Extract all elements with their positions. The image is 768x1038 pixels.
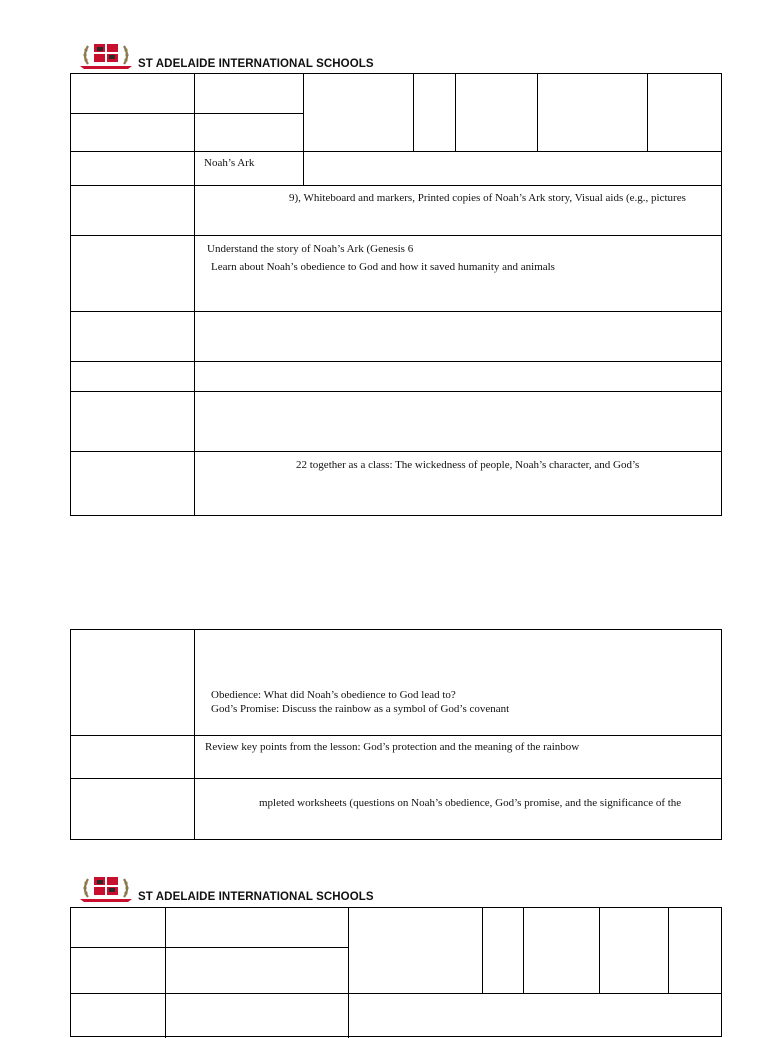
assessment-text: mpleted worksheets (questions on Noah’s obedience, God’s promise, and the significance of the — [259, 797, 682, 809]
school-name: ST ADELAIDE INTERNATIONAL SCHOOLS — [138, 891, 374, 903]
school-header — [78, 40, 378, 72]
school-crest-logo — [78, 873, 134, 903]
question-2-text: God’s Promise: Discuss the rainbow as a symbol of God’s covenant — [211, 703, 510, 715]
lesson-plan-table-page-2 — [70, 907, 722, 1037]
school-name: ST ADELAIDE INTERNATIONAL SCHOOLS — [138, 58, 374, 70]
school-crest-logo — [78, 40, 134, 70]
objective-2-text: Learn about Noah’s obedience to God and how it saved humanity and animals — [211, 261, 555, 273]
objective-1-text: Understand the story of Noah’s Ark (Genesis 6 — [207, 243, 414, 255]
lesson-activities-table — [70, 629, 722, 840]
discussion-text: 22 together as a class: The wickedness of people, Noah’s character, and God’s — [296, 459, 640, 471]
review-text: Review key points from the lesson: God’s protection and the meaning of the rainbow — [205, 741, 580, 753]
question-1-text: Obedience: What did Noah’s obedience to God lead to? — [211, 689, 456, 701]
school-header-page-2 — [78, 873, 378, 905]
lesson-plan-table — [70, 73, 722, 516]
topic-text: Noah’s Ark — [204, 157, 255, 169]
materials-text: 9), Whiteboard and markers, Printed copies of Noah’s Ark story, Visual aids (e.g., pictures — [289, 192, 686, 204]
